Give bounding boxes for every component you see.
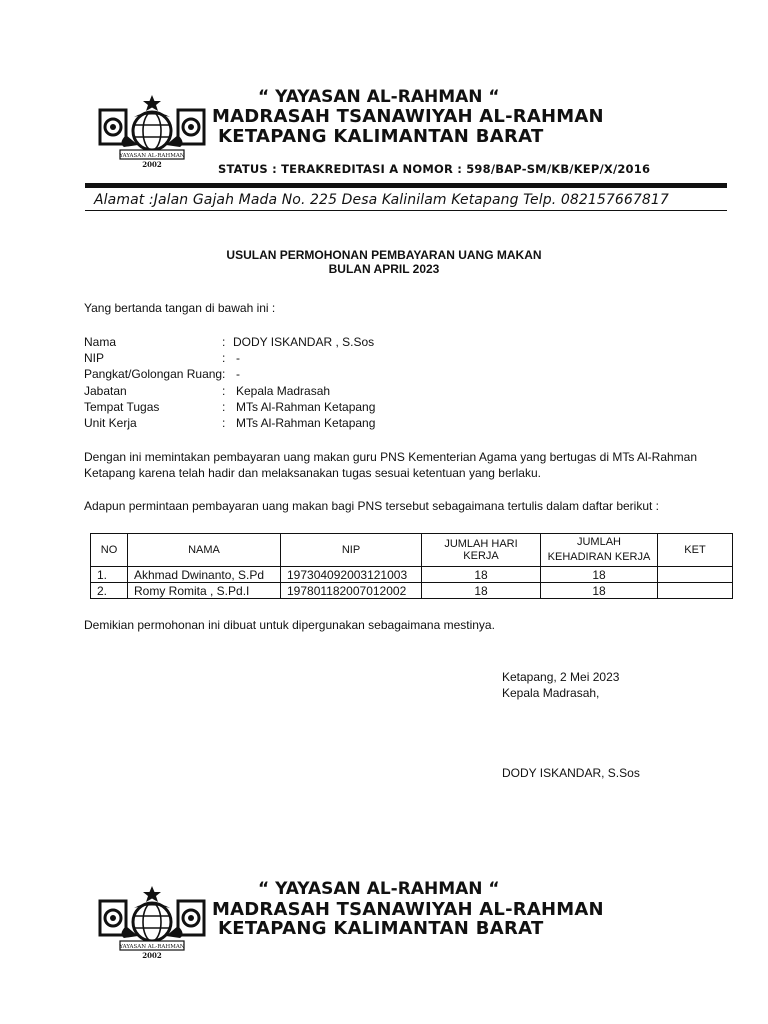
table-header-row [91, 534, 733, 567]
cell-no: 2. [91, 583, 128, 599]
cell-no: 1. [91, 567, 128, 583]
identity-value: MTs Al-Rahman Ketapang [236, 416, 376, 430]
letter-subtitle: BULAN APRIL 2023 [328, 262, 440, 276]
identity-label: Pangkat/Golongan Ruang [84, 367, 223, 381]
paragraph-list-intro: Adapun permintaan pembayaran uang makan bagi PNS tersebut sebagaimana tertulis dalam daftar berikut : [84, 499, 660, 513]
cell-hari-kerja: 18 [422, 583, 541, 599]
school-emblem-icon [98, 886, 206, 962]
table-row [91, 567, 733, 583]
header-ket: KET [658, 534, 733, 567]
header-kehadiran: JUMLAH KEHADIRAN KERJA [541, 534, 658, 567]
paragraph-request: Dengan ini memintakan pembayaran uang makan guru PNS Kementerian Agama yang bertugas di MTs Al-Rahman [84, 450, 698, 464]
paragraph-request-cont: Ketapang karena telah hadir dan melaksanakan tugas sesuai ketentuan yang berlaku. [84, 466, 541, 480]
cell-nip: 197801182007012002 [281, 583, 422, 599]
header-nip: NIP [281, 534, 422, 567]
identity-label: Nama [84, 335, 117, 349]
identity-separator: : [222, 351, 226, 365]
foundation-name: “ YAYASAN AL-RAHMAN “ [258, 879, 500, 899]
identity-label: NIP [84, 351, 105, 365]
header-nama: NAMA [128, 534, 281, 567]
identity-separator: : [222, 367, 226, 381]
intro-text: Yang bertanda tangan di bawah ini : [84, 301, 276, 315]
identity-value: DODY ISKANDAR , S.Sos [233, 335, 375, 349]
identity-label: Tempat Tugas [84, 400, 160, 414]
identity-value: - [236, 367, 240, 381]
school-address: Alamat :Jalan Gajah Mada No. 225 Desa Kalinilam Ketapang Telp. 082157667817 [94, 192, 669, 208]
cell-nip: 197304092003121003 [281, 567, 422, 583]
header-no: NO [91, 534, 128, 567]
logo-year-text: 2002 [142, 160, 162, 169]
identity-separator: : [222, 400, 226, 414]
table-row [91, 583, 733, 599]
header-hari-kerja: JUMLAH HARI KERJA [422, 534, 541, 567]
accreditation-status: STATUS : TERAKREDITASI A NOMOR : 598/BAP-SM/KB/KEP/X/2016 [218, 162, 651, 176]
cell-hari-kerja: 18 [422, 567, 541, 583]
letter-title: USULAN PERMOHONAN PEMBAYARAN UANG MAKAN [226, 248, 542, 262]
cell-kehadiran: 18 [541, 583, 658, 599]
identity-separator: : [222, 416, 226, 430]
closing-text: Demikian permohonan ini dibuat untuk dipergunakan sebagaimana mestinya. [84, 618, 495, 632]
cell-nama: Romy Romita , S.Pd.I [128, 583, 281, 599]
place-date: Ketapang, 2 Mei 2023 [502, 670, 620, 684]
cell-nama: Akhmad Dwinanto, S.Pd [128, 567, 281, 583]
identity-separator: : [222, 335, 226, 349]
logo-year-text: 2002 [142, 951, 162, 960]
identity-separator: : [222, 384, 226, 398]
identity-value: - [236, 351, 240, 365]
payment-table [90, 533, 733, 599]
identity-value: Kepala Madrasah [236, 384, 331, 398]
letterhead-divider-thin [85, 210, 727, 211]
signer-title: Kepala Madrasah, [502, 686, 600, 700]
letterhead-divider-thick [85, 183, 727, 188]
logo-banner-text: YAYASAN AL-RAHMAN [119, 944, 185, 950]
school-location: KETAPANG KALIMANTAN BARAT [218, 918, 544, 939]
school-name: MADRASAH TSANAWIYAH AL-RAHMAN [212, 899, 604, 920]
cell-kehadiran: 18 [541, 567, 658, 583]
school-location: KETAPANG KALIMANTAN BARAT [218, 126, 544, 147]
signer-name: DODY ISKANDAR, S.Sos [502, 766, 640, 780]
logo-banner-text: YAYASAN AL-RAHMAN [119, 153, 185, 159]
school-emblem-icon [98, 95, 206, 171]
identity-label: Jabatan [84, 384, 127, 398]
cell-ket [658, 567, 733, 583]
school-name: MADRASAH TSANAWIYAH AL-RAHMAN [212, 106, 604, 127]
foundation-name: “ YAYASAN AL-RAHMAN “ [258, 87, 500, 107]
identity-label: Unit Kerja [84, 416, 137, 430]
cell-ket [658, 583, 733, 599]
identity-value: MTs Al-Rahman Ketapang [236, 400, 376, 414]
